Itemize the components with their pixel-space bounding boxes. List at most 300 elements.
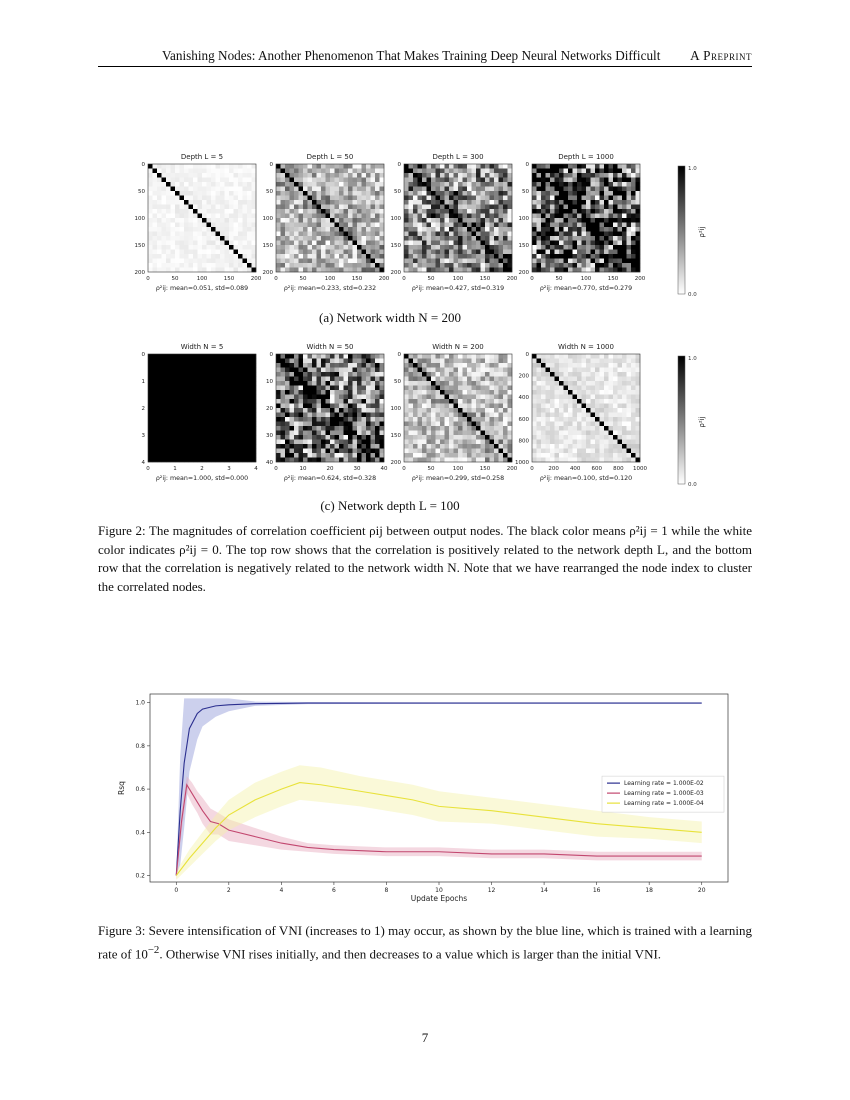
heatmap-cell — [193, 431, 198, 436]
heatmap-cell — [380, 453, 385, 458]
heatmap-cell — [532, 368, 537, 373]
heatmap-cell — [285, 169, 290, 174]
heatmap-cell — [290, 182, 295, 187]
heatmap-cell — [348, 435, 353, 440]
heatmap-cell — [618, 182, 623, 187]
heatmap-cell — [555, 431, 560, 436]
heatmap-cell — [422, 245, 427, 250]
heatmap-cell — [290, 209, 295, 214]
heatmap-cell — [326, 458, 331, 463]
heatmap-cell — [454, 164, 459, 169]
heatmap-cell — [371, 259, 376, 264]
heatmap-cell — [485, 254, 490, 259]
heatmap-cell — [559, 354, 564, 359]
heatmap-cell — [211, 218, 216, 223]
heatmap-cell — [427, 408, 432, 413]
heatmap-cell — [371, 250, 376, 255]
heatmap-cell — [344, 254, 349, 259]
heatmap-cell — [404, 395, 409, 400]
heatmap-cell — [211, 435, 216, 440]
heatmap-cell — [252, 435, 257, 440]
heatmap-cell — [555, 381, 560, 386]
heatmap-cell — [285, 359, 290, 364]
heatmap-cell — [458, 422, 463, 427]
heatmap-cell — [431, 440, 436, 445]
heatmap-cell — [582, 236, 587, 241]
heatmap-cell — [339, 399, 344, 404]
heatmap-cell — [193, 191, 198, 196]
heatmap-cell — [285, 254, 290, 259]
heatmap-cell — [472, 386, 477, 391]
heatmap-cell — [431, 232, 436, 237]
heatmap-cell — [546, 453, 551, 458]
heatmap-cell — [445, 413, 450, 418]
heatmap-cell — [573, 205, 578, 210]
heatmap-cell — [166, 263, 171, 268]
heatmap-cell — [618, 381, 623, 386]
heatmap-cell — [193, 417, 198, 422]
heatmap-cell — [577, 417, 582, 422]
heatmap-cell — [153, 209, 158, 214]
heatmap-cell — [380, 372, 385, 377]
heatmap-cell — [220, 205, 225, 210]
heatmap-cell — [303, 440, 308, 445]
heatmap-cell — [550, 435, 555, 440]
heatmap-cell — [247, 399, 252, 404]
heatmap-cell — [564, 390, 569, 395]
heatmap-cell — [317, 422, 322, 427]
heatmap-cell — [582, 245, 587, 250]
heatmap-cell — [564, 182, 569, 187]
heatmap-cell — [431, 236, 436, 241]
heatmap-cell — [541, 250, 546, 255]
heatmap-cell — [148, 259, 153, 264]
heatmap-cell — [591, 209, 596, 214]
heatmap-cell — [326, 386, 331, 391]
heatmap-cell — [238, 182, 243, 187]
heatmap-cell — [234, 440, 239, 445]
heatmap-cell — [595, 399, 600, 404]
heatmap-cell — [175, 435, 180, 440]
heatmap-cell — [467, 440, 472, 445]
heatmap-cell — [413, 417, 418, 422]
heatmap-cell — [211, 449, 216, 454]
heatmap-cell — [467, 227, 472, 232]
heatmap-cell — [380, 205, 385, 210]
heatmap-cell — [422, 178, 427, 183]
heatmap-ytick: 200 — [518, 270, 529, 276]
heatmap-cell — [308, 435, 313, 440]
heatmap-cell — [485, 408, 490, 413]
heatmap-cell — [299, 263, 304, 268]
heatmap-cell — [467, 453, 472, 458]
heatmap-cell — [211, 363, 216, 368]
heatmap-cell — [229, 422, 234, 427]
heatmap-cell — [476, 368, 481, 373]
heatmap-cell — [157, 395, 162, 400]
heatmap-cell — [184, 386, 189, 391]
heatmap-cell — [380, 196, 385, 201]
heatmap-cell — [600, 372, 605, 377]
heatmap-cell — [609, 404, 614, 409]
heatmap-cell — [294, 196, 299, 201]
heatmap-cell — [234, 214, 239, 219]
heatmap-cell — [339, 191, 344, 196]
heatmap-cell — [247, 268, 252, 273]
heatmap-cell — [207, 431, 212, 436]
heatmap-cell — [564, 232, 569, 237]
heatmap-cell — [348, 223, 353, 228]
heatmap-cell — [211, 196, 216, 201]
heatmap-cell — [193, 444, 198, 449]
heatmap-cell — [449, 408, 454, 413]
heatmap-cell — [153, 390, 158, 395]
heatmap-cell — [294, 209, 299, 214]
heatmap-cell — [238, 435, 243, 440]
heatmap-cell — [409, 182, 414, 187]
heatmap-cell — [229, 359, 234, 364]
heatmap-cell — [476, 449, 481, 454]
heatmap-cell — [202, 399, 207, 404]
heatmap-cell — [508, 196, 513, 201]
heatmap-cell — [225, 453, 230, 458]
heatmap-cell — [503, 408, 508, 413]
heatmap-cell — [627, 413, 632, 418]
heatmap-cell — [321, 200, 326, 205]
heatmap-cell — [564, 254, 569, 259]
heatmap-cell — [198, 245, 203, 250]
heatmap-cell — [490, 431, 495, 436]
heatmap-cell — [636, 372, 641, 377]
heatmap-cell — [409, 359, 414, 364]
heatmap-cell — [234, 363, 239, 368]
heatmap-cell — [252, 218, 257, 223]
heatmap-cell — [591, 458, 596, 463]
heatmap-cell — [294, 435, 299, 440]
heatmap-cell — [220, 268, 225, 273]
heatmap-cell — [541, 263, 546, 268]
heatmap-cell — [481, 178, 486, 183]
heatmap-ytick: 800 — [518, 438, 529, 445]
heatmap-cell — [490, 422, 495, 427]
heatmap-cell — [568, 173, 573, 178]
heatmap-cell — [467, 250, 472, 255]
heatmap-cell — [586, 173, 591, 178]
heatmap-cell — [303, 245, 308, 250]
heatmap-xtick: 50 — [555, 276, 563, 282]
heatmap-cell — [546, 218, 551, 223]
heatmap-cell — [454, 440, 459, 445]
heatmap-cell — [238, 458, 243, 463]
heatmap-cell — [409, 363, 414, 368]
heatmap-cell — [546, 178, 551, 183]
heatmap-cell — [431, 359, 436, 364]
heatmap-cell — [573, 431, 578, 436]
heatmap-cell — [157, 182, 162, 187]
heatmap-cell — [564, 381, 569, 386]
heatmap-cell — [166, 218, 171, 223]
heatmap-cell — [564, 173, 569, 178]
heatmap-cell — [189, 227, 194, 232]
heatmap-xtick: 150 — [351, 276, 363, 282]
heatmap-cell — [577, 164, 582, 169]
heatmap-cell — [508, 359, 513, 364]
heatmap-cell — [555, 453, 560, 458]
heatmap-cell — [189, 164, 194, 169]
heatmap-cell — [281, 381, 286, 386]
heatmap-cell — [308, 191, 313, 196]
heatmap-cell — [404, 254, 409, 259]
heatmap-cell — [413, 413, 418, 418]
heatmap-cell — [225, 178, 230, 183]
heatmap-cell — [582, 268, 587, 273]
heatmap-cell — [622, 218, 627, 223]
heatmap-cell — [211, 250, 216, 255]
heatmap-cell — [586, 169, 591, 174]
heatmap-cell — [234, 232, 239, 237]
heatmap-cell — [422, 205, 427, 210]
heatmap-cell — [476, 435, 481, 440]
heatmap-cell — [508, 227, 513, 232]
heatmap-cell — [238, 431, 243, 436]
heatmap-cell — [631, 173, 636, 178]
heatmap-cell — [490, 227, 495, 232]
heatmap-cell — [171, 413, 176, 418]
heatmap-cell — [198, 386, 203, 391]
heatmap-cell — [618, 232, 623, 237]
heatmap-cell — [362, 263, 367, 268]
heatmap-cell — [604, 173, 609, 178]
heatmap-cell — [499, 209, 504, 214]
heatmap-cell — [595, 390, 600, 395]
heatmap-cell — [353, 359, 358, 364]
heatmap-cell — [458, 458, 463, 463]
heatmap-cell — [225, 408, 230, 413]
heatmap-cell — [220, 426, 225, 431]
heatmap-cell — [375, 458, 380, 463]
heatmap-cell — [330, 417, 335, 422]
heatmap-cell — [627, 377, 632, 382]
heatmap-cell — [440, 214, 445, 219]
heatmap-cell — [225, 399, 230, 404]
heatmap-cell — [303, 178, 308, 183]
heatmap-cell — [202, 200, 207, 205]
heatmap-cell — [454, 205, 459, 210]
heatmap-cell — [294, 354, 299, 359]
heatmap-cell — [371, 173, 376, 178]
heatmap-cell — [436, 187, 441, 192]
heatmap-cell — [409, 209, 414, 214]
heatmap-cell — [573, 399, 578, 404]
heatmap-cell — [436, 422, 441, 427]
heatmap-cell — [481, 200, 486, 205]
heatmap-cell — [445, 223, 450, 228]
heatmap-cell — [335, 359, 340, 364]
heatmap-cell — [541, 453, 546, 458]
heatmap-cell — [220, 223, 225, 228]
heatmap-cell — [427, 263, 432, 268]
heatmap-cell — [198, 254, 203, 259]
heatmap-cell — [308, 263, 313, 268]
heatmap-cell — [184, 200, 189, 205]
heatmap-cell — [600, 232, 605, 237]
heatmap-cell — [344, 458, 349, 463]
heatmap-cell — [202, 173, 207, 178]
heatmap-cell — [413, 372, 418, 377]
heatmap-cell — [436, 268, 441, 273]
heatmap-cell — [308, 354, 313, 359]
heatmap-cell — [427, 372, 432, 377]
heatmap-cell — [458, 250, 463, 255]
heatmap-cell — [220, 444, 225, 449]
heatmap-cell — [171, 359, 176, 364]
heatmap-cell — [559, 241, 564, 246]
heatmap-cell — [591, 408, 596, 413]
heatmap-cell — [380, 386, 385, 391]
heatmap-cell — [303, 164, 308, 169]
heatmap-cell — [494, 386, 499, 391]
heatmap-ytick: 0 — [525, 162, 529, 168]
heatmap-cell — [229, 164, 234, 169]
heatmap-cell — [366, 399, 371, 404]
heatmap-cell — [189, 245, 194, 250]
heatmap-cell — [353, 250, 358, 255]
heatmap-cell — [335, 187, 340, 192]
heatmap-cell — [431, 354, 436, 359]
heatmap-cell — [294, 363, 299, 368]
heatmap-cell — [591, 363, 596, 368]
heatmap-cell — [463, 399, 468, 404]
heatmap-cell — [409, 444, 414, 449]
heatmap-cell — [618, 372, 623, 377]
heatmap-cell — [532, 431, 537, 436]
heatmap-cell — [175, 200, 180, 205]
heatmap-cell — [247, 182, 252, 187]
heatmap-cell — [413, 205, 418, 210]
heatmap-cell — [294, 444, 299, 449]
heatmap-cell — [508, 182, 513, 187]
heatmap-cell — [555, 386, 560, 391]
heatmap-cell — [312, 191, 317, 196]
heatmap-cell — [404, 232, 409, 237]
heatmap-cell — [317, 254, 322, 259]
heatmap-cell — [175, 408, 180, 413]
heatmap-cell — [335, 390, 340, 395]
heatmap-cell — [546, 209, 551, 214]
heatmap-cell — [175, 377, 180, 382]
heatmap-cell — [613, 390, 618, 395]
heatmap-cell — [463, 363, 468, 368]
heatmap-cell — [463, 386, 468, 391]
heatmap-xtick: 40 — [380, 466, 388, 472]
heatmap-cell — [600, 435, 605, 440]
heatmap-cell — [404, 250, 409, 255]
heatmap-cell — [252, 200, 257, 205]
heatmap-cell — [467, 214, 472, 219]
heatmap-cell — [440, 404, 445, 409]
heatmap-cell — [357, 372, 362, 377]
heatmap-cell — [418, 404, 423, 409]
heatmap-cell — [485, 268, 490, 273]
heatmap-cell — [148, 404, 153, 409]
heatmap-cell — [467, 458, 472, 463]
heatmap-cell — [308, 209, 313, 214]
heatmap-cell — [175, 458, 180, 463]
heatmap-cell — [609, 214, 614, 219]
heatmap-cell — [582, 173, 587, 178]
heatmap-cell — [613, 404, 618, 409]
heatmap-cell — [180, 196, 185, 201]
heatmap-cell — [326, 363, 331, 368]
heatmap-cell — [362, 214, 367, 219]
heatmap-cell — [476, 359, 481, 364]
heatmap-cell — [609, 236, 614, 241]
heatmap-cell — [472, 227, 477, 232]
heatmap-cell — [247, 259, 252, 264]
heatmap-cell — [198, 408, 203, 413]
heatmap-cell — [618, 399, 623, 404]
heatmap-cell — [582, 263, 587, 268]
heatmap-cell — [285, 368, 290, 373]
heatmap-cell — [357, 377, 362, 382]
heatmap-cell — [330, 440, 335, 445]
heatmap-cell — [229, 196, 234, 201]
heatmap-cell — [175, 250, 180, 255]
heatmap-cell — [499, 435, 504, 440]
heatmap-cell — [422, 250, 427, 255]
heatmap-cell — [162, 263, 167, 268]
heatmap-cell — [225, 205, 230, 210]
heatmap-cell — [600, 390, 605, 395]
heatmap-cell — [409, 413, 414, 418]
heatmap-cell — [308, 268, 313, 273]
heatmap-cell — [353, 232, 358, 237]
heatmap-cell — [326, 440, 331, 445]
heatmap-cell — [162, 395, 167, 400]
heatmap-cell — [622, 422, 627, 427]
heatmap-cell — [631, 209, 636, 214]
heatmap-cell — [299, 444, 304, 449]
heatmap-cell — [171, 399, 176, 404]
heatmap-cell — [499, 408, 504, 413]
heatmap-cell — [413, 169, 418, 174]
heatmap-cell — [490, 395, 495, 400]
heatmap-cell — [618, 449, 623, 454]
heatmap-cell — [481, 187, 486, 192]
heatmap-cell — [308, 381, 313, 386]
heatmap-cell — [285, 236, 290, 241]
heatmap-cell — [326, 453, 331, 458]
heatmap-cell — [335, 417, 340, 422]
heatmap-cell — [225, 413, 230, 418]
heatmap-cell — [162, 426, 167, 431]
heatmap-cell — [330, 232, 335, 237]
heatmap-cell — [618, 218, 623, 223]
heatmap-cell — [380, 399, 385, 404]
heatmap-cell — [198, 372, 203, 377]
heatmap-cell — [238, 164, 243, 169]
heatmap-cell — [508, 368, 513, 373]
heatmap-cell — [564, 422, 569, 427]
heatmap-cell — [189, 390, 194, 395]
heatmap-cell — [586, 381, 591, 386]
heatmap-cell — [577, 214, 582, 219]
heatmap-cell — [485, 173, 490, 178]
heatmap-cell — [404, 268, 409, 273]
heatmap-cell — [481, 191, 486, 196]
heatmap-cell — [189, 408, 194, 413]
heatmap-cell — [371, 386, 376, 391]
